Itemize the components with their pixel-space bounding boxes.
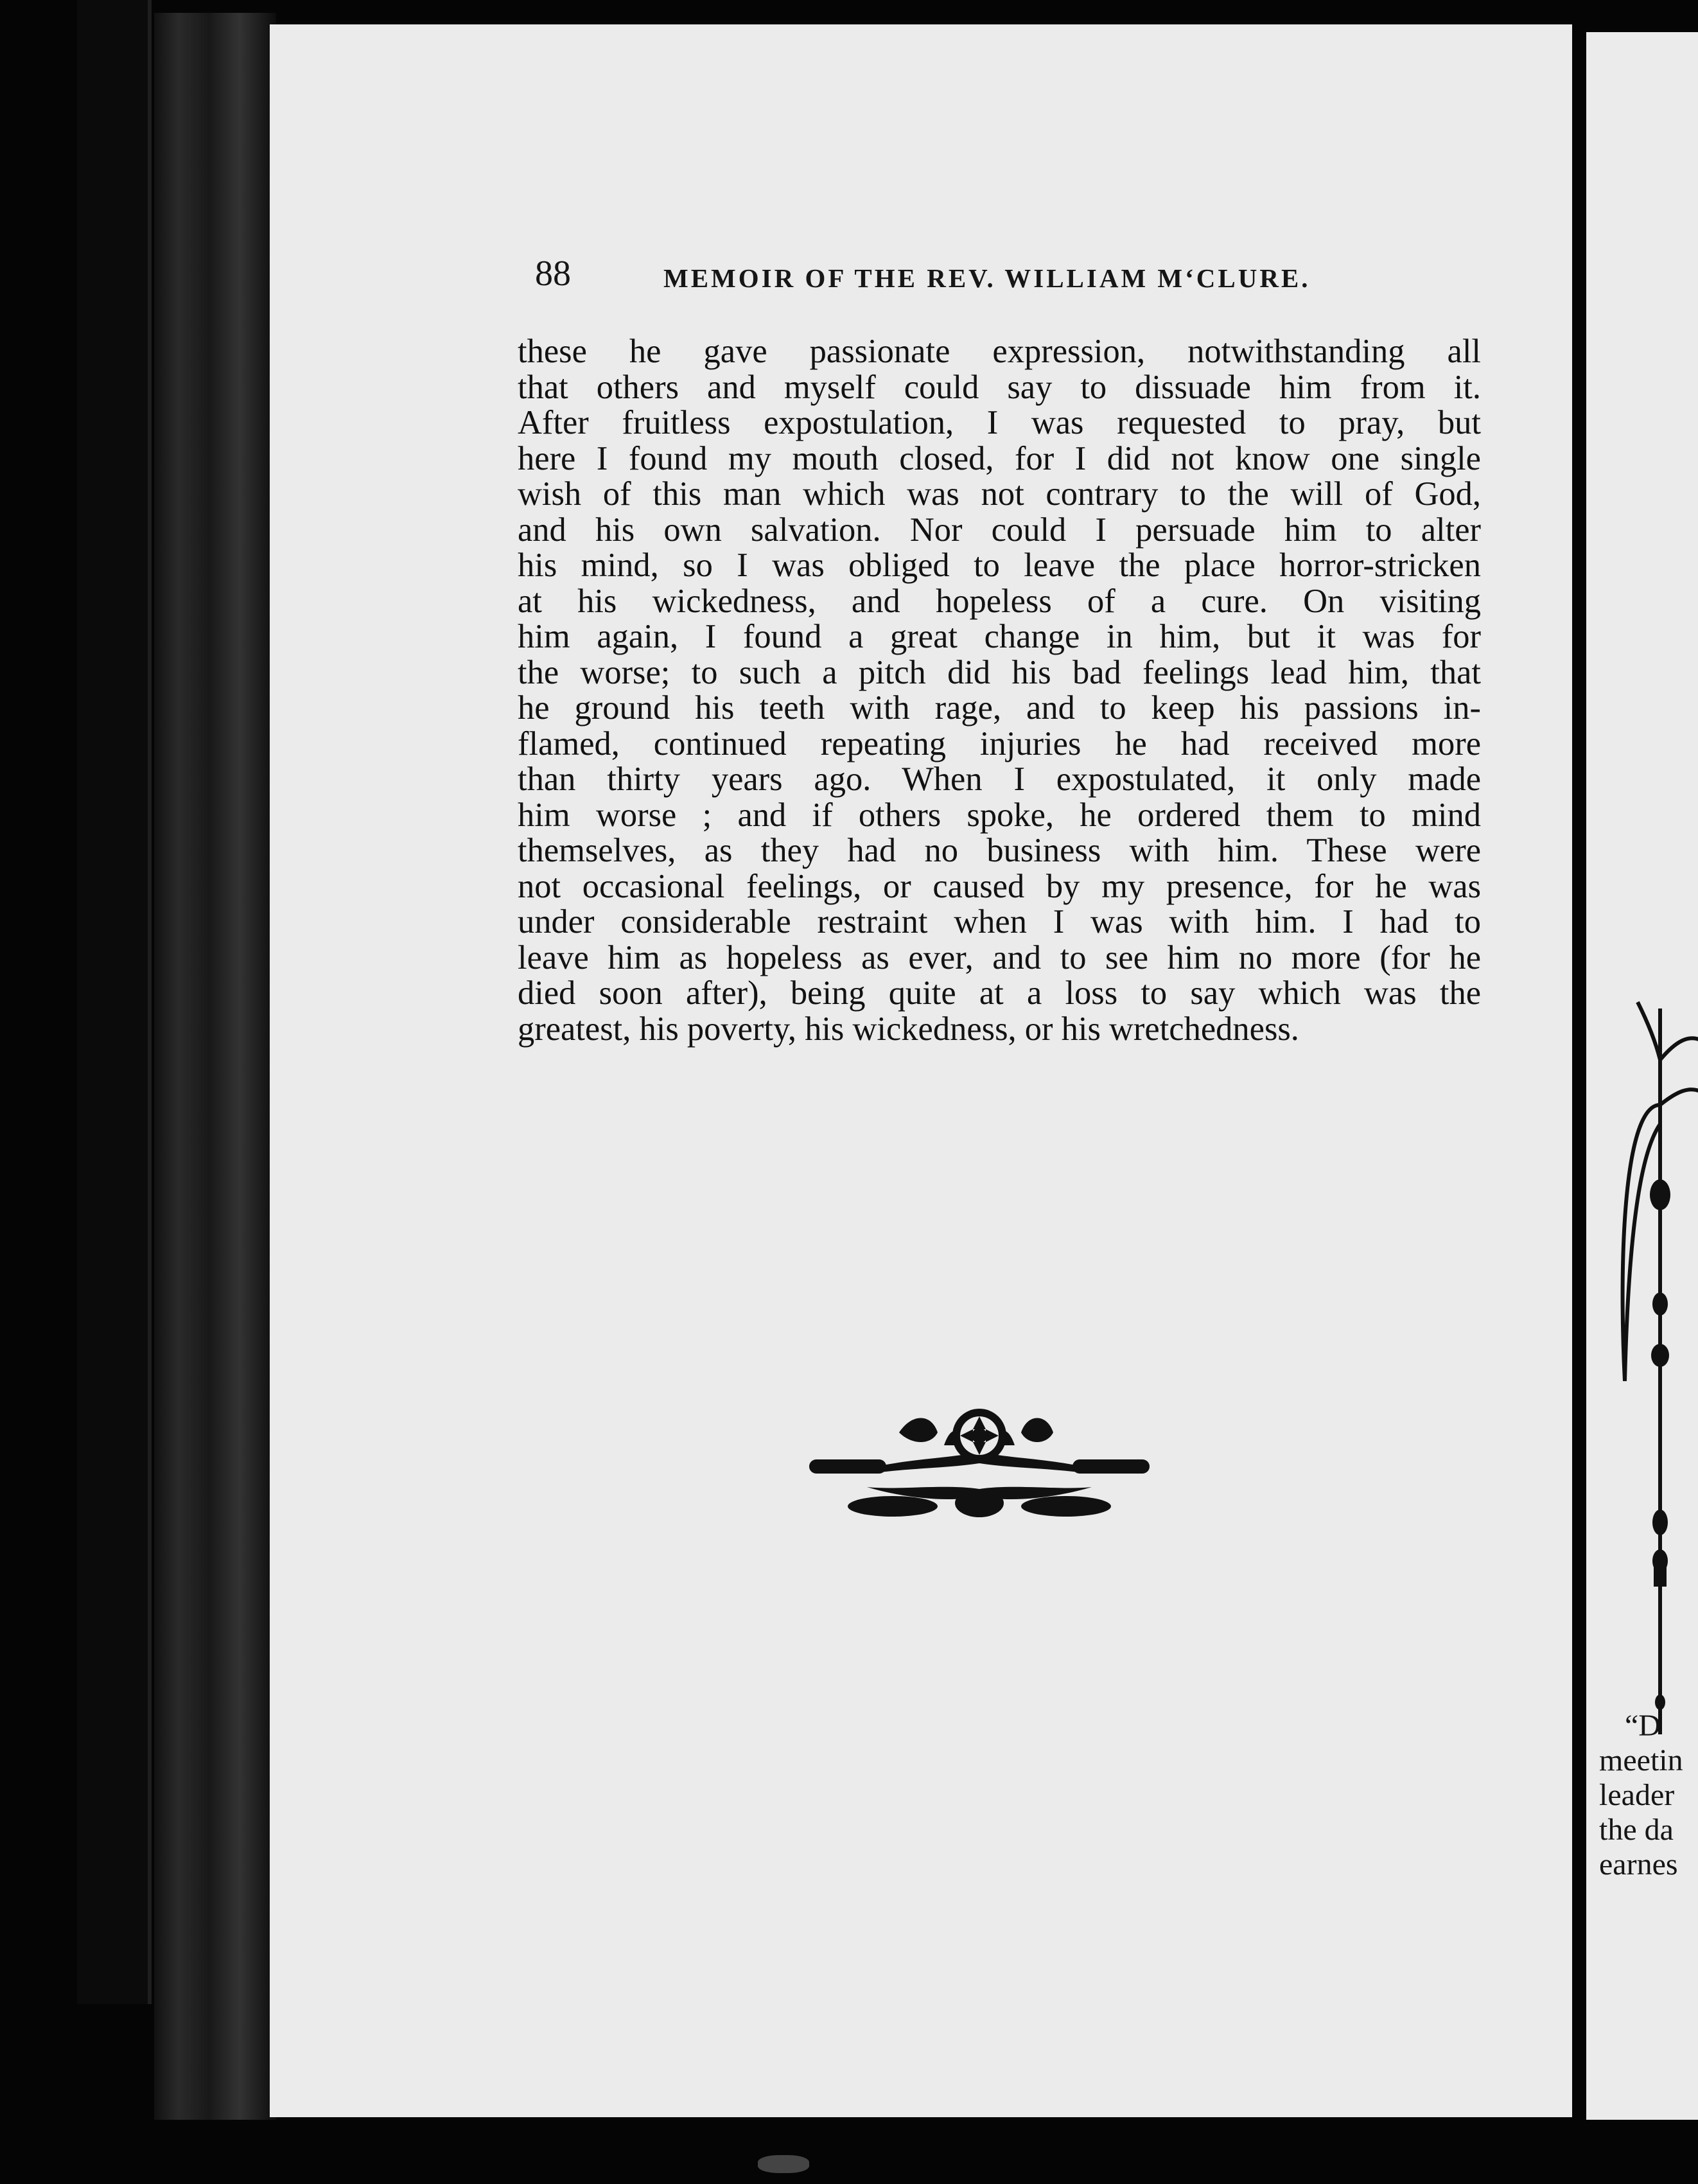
book-spine-shadow <box>77 0 152 2004</box>
text-line: greatest, his poverty, his wickedness, or his wretchedness. <box>518 1010 1299 1048</box>
text-line: that others and myself could say to dissuade him from it. <box>518 368 1481 406</box>
text-line: themselves, as they had no business with him. These were <box>518 832 1481 869</box>
floral-ornament-icon <box>803 1407 1156 1522</box>
vine-ornament-icon <box>1599 996 1698 1747</box>
text-line: After fruitless expostulation, I was requested to pray, but <box>518 404 1481 441</box>
text-line: than thirty years ago. When I expostulated, it only made <box>518 761 1481 798</box>
adjacent-page <box>1586 32 1698 2120</box>
adjacent-text-line: the da <box>1599 1813 1674 1847</box>
adjacent-text-line: “D <box>1625 1709 1661 1743</box>
text-line: flamed, continued repeating injuries he had received more <box>518 725 1481 762</box>
page-number: 88 <box>535 254 571 294</box>
text-line: under considerable restraint when I was with him. I had to <box>518 903 1481 940</box>
text-line: these he gave passionate expression, notwithstanding all <box>518 333 1481 370</box>
text-line: here I found my mouth closed, for I did not know one single <box>518 439 1481 477</box>
text-line: he ground his teeth with rage, and to keep his passions in- <box>518 689 1481 727</box>
text-line: died soon after), being quite at a loss to say which was the <box>518 974 1481 1012</box>
adjacent-text-line: meetin <box>1599 1743 1683 1777</box>
adjacent-page-text <box>1599 1709 1698 1882</box>
text-line: him again, I found a great change in him, but it was for <box>518 618 1481 655</box>
scan-mark <box>758 2155 809 2173</box>
text-line: wish of this man which was not contrary to the will of God, <box>518 475 1481 513</box>
text-line: not occasional feelings, or caused by my presence, for he was <box>518 867 1481 905</box>
text-line: the worse; to such a pitch did his bad feelings lead him, that <box>518 653 1481 691</box>
text-line: his mind, so I was obliged to leave the place horror-stricken <box>518 547 1481 584</box>
running-head <box>535 254 1370 299</box>
page-edges <box>154 13 276 2120</box>
running-title: MEMOIR OF THE REV. WILLIAM M‘CLURE. <box>663 263 1311 293</box>
text-line: leave him as hopeless as ever, and to see him no more (for he <box>518 938 1481 976</box>
text-line: and his own salvation. Nor could I persuade him to alter <box>518 511 1481 549</box>
text-line: him worse ; and if others spoke, he ordered them to mind <box>518 796 1481 834</box>
adjacent-text-line: leader <box>1599 1778 1675 1812</box>
adjacent-text-line: earnes <box>1599 1847 1678 1881</box>
text-line: at his wickedness, and hopeless of a cure. On visiting <box>518 582 1481 620</box>
body-text <box>518 334 1481 1047</box>
